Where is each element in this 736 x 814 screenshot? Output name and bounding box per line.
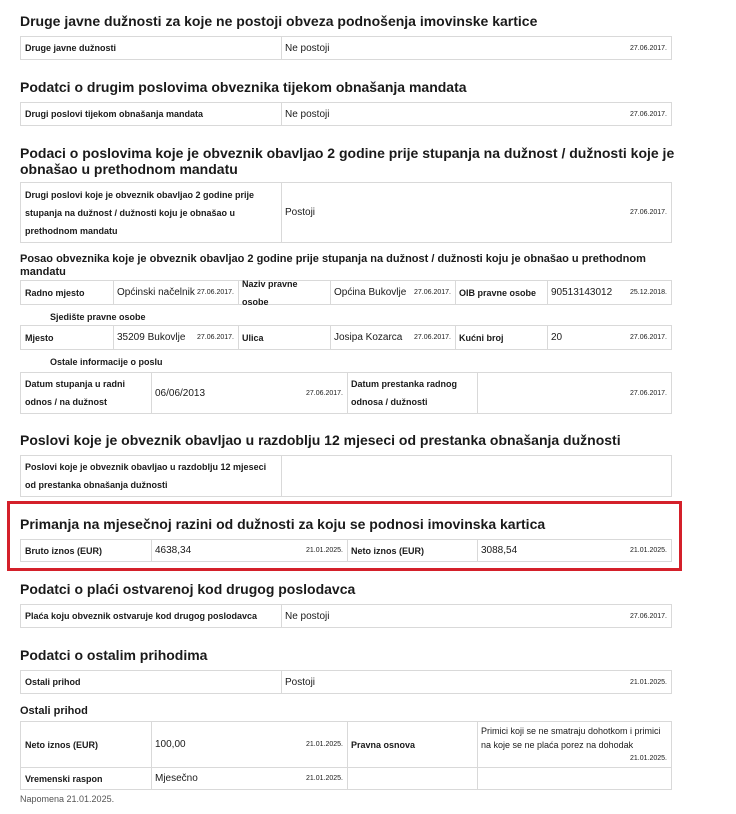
date-ulica: 27.06.2017. — [414, 334, 451, 341]
subtitle-other-job-info: Ostale informacije o poslu — [50, 357, 163, 367]
value-start-date: 06/06/2013 — [155, 387, 206, 399]
label-ulica: Ulica — [242, 332, 264, 343]
field-label: Poslovi koje je obveznik obavljao u razdoblju 12 mjeseci od prestanka obnašanja dužnosti — [25, 462, 267, 490]
table-prior-job-row3 — [20, 372, 672, 414]
label-time-range: Vremenski raspon — [25, 773, 103, 784]
section-title-prior-jobs: Podaci o poslovima koje je obveznik obavljao 2 godine prije stupanja na dužnost / dužnosti koje je obnašao u prethodnom mandatu — [20, 145, 675, 177]
table-jobs-after-mandate — [20, 455, 672, 497]
table-other-public-duties — [20, 36, 672, 60]
field-value: Ne postoji — [285, 42, 330, 54]
value-legal-basis: Primici koji se ne smatraju dohotkom i primici na koje se ne plaća porez na dohodak — [481, 726, 661, 750]
section-title-prior-job-details: Posao obveznika koje je obveznik obavljao 2 godine prije stupanja na dužnost / dužnosti koju je obnašao u prethodnom mandatu — [20, 253, 646, 278]
date-naziv-pravne-osobe: 27.06.2017. — [414, 289, 451, 296]
date-end-date: 27.06.2017. — [630, 389, 667, 397]
label-oib: OIB pravne osobe — [459, 287, 537, 298]
date-radno-mjesto: 27.06.2017. — [197, 289, 234, 296]
date-legal-basis: 21.01.2025. — [630, 754, 667, 762]
field-value: Postoji — [285, 676, 316, 688]
table-other-income-detail — [20, 721, 672, 790]
date-net-amount: 21.01.2025. — [306, 741, 343, 748]
label-net-amount: Neto iznos (EUR) — [351, 545, 424, 556]
label-gross-amount: Bruto iznos (EUR) — [25, 545, 102, 556]
section-title-other-income: Podatci o ostalim prihodima — [20, 647, 208, 663]
field-date: 21.01.2025. — [630, 678, 667, 686]
value-net-amount: 100,00 — [155, 739, 186, 750]
date-kucni-broj: 27.06.2017. — [630, 334, 667, 341]
table-other-income — [20, 670, 672, 694]
date-mjesto: 27.06.2017. — [197, 334, 234, 341]
label-radno-mjesto: Radno mjesto — [25, 287, 85, 298]
label-start-date: Datum stupanja u radni odnos / na dužnost — [25, 379, 126, 407]
note: Napomena 21.01.2025. — [20, 794, 115, 804]
label-end-date: Datum prestanka radnog odnosa / dužnosti — [351, 379, 458, 407]
field-label: Drugi poslovi koje je obveznik obavljao 2 godine prije stupanja na dužnost / dužnosti koju je obnašao u prethodnom mandatu — [25, 189, 255, 236]
section-title-salary-other-employer: Podatci o plaći ostvarenoj kod drugog poslodavca — [20, 581, 356, 597]
field-date: 27.06.2017. — [630, 209, 667, 216]
field-date: 27.06.2017. — [630, 44, 667, 52]
label-legal-basis: Pravna osnova — [351, 739, 416, 750]
table-prior-job-row2 — [20, 325, 672, 350]
value-time-range: Mjesečno — [155, 773, 198, 784]
field-label: Drugi poslovi tijekom obnašanja mandata — [25, 109, 204, 119]
value-radno-mjesto: Općinski načelnik — [117, 287, 195, 298]
field-label: Druge javne dužnosti — [25, 43, 117, 53]
section-title-other-income-detail: Ostali prihod — [20, 705, 88, 717]
value-gross-amount: 4638,34 — [155, 545, 192, 556]
value-kucni-broj: 20 — [551, 332, 563, 343]
date-start-date: 27.06.2017. — [306, 389, 343, 397]
field-date: 27.06.2017. — [630, 612, 667, 620]
field-value: Postoji — [285, 207, 316, 218]
table-prior-jobs — [20, 182, 672, 243]
section-title-other-jobs-during-mandate: Podatci o drugim poslovima obveznika tijekom obnašanja mandata — [20, 79, 467, 95]
date-time-range: 21.01.2025. — [306, 775, 343, 782]
field-date: 27.06.2017. — [630, 110, 667, 118]
label-net-amount: Neto iznos (EUR) — [25, 739, 98, 750]
date-net-amount: 21.01.2025. — [630, 547, 667, 554]
table-prior-job-row1 — [20, 280, 672, 305]
field-label: Ostali prihod — [25, 677, 81, 687]
table-other-jobs-during-mandate — [20, 102, 672, 126]
label-naziv-pravne-osobe: Naziv pravne osobe — [242, 278, 298, 307]
section-title-jobs-after-mandate: Poslovi koje je obveznik obavljao u razdoblju 12 mjeseci od prestanka obnašanja dužnosti — [20, 432, 621, 448]
value-net-amount: 3088,54 — [481, 545, 518, 556]
field-value: Ne postoji — [285, 610, 330, 622]
table-salary-other-employer — [20, 604, 672, 628]
label-mjesto: Mjesto — [25, 332, 54, 343]
value-naziv-pravne-osobe: Općina Bukovlje — [334, 287, 407, 298]
label-kucni-broj: Kućni broj — [459, 332, 504, 343]
field-label: Plaća koju obveznik ostvaruje kod drugog poslodavca — [25, 611, 258, 621]
field-value: Ne postoji — [285, 108, 330, 120]
value-ulica: Josipa Kozarca — [334, 332, 403, 343]
section-title-monthly-income: Primanja na mjesečnoj razini od dužnosti za koju se podnosi imovinska kartica — [20, 516, 546, 532]
date-oib: 25.12.2018. — [630, 289, 667, 296]
value-oib: 90513143012 — [551, 287, 613, 298]
section-title-other-public-duties: Druge javne dužnosti za koje ne postoji obveza podnošenja imovinske kartice — [20, 13, 538, 29]
date-gross-amount: 21.01.2025. — [306, 547, 343, 554]
value-mjesto: 35209 Bukovlje — [117, 332, 186, 343]
table-monthly-income — [20, 539, 672, 562]
subtitle-registered-office: Sjedište pravne osobe — [50, 312, 146, 322]
